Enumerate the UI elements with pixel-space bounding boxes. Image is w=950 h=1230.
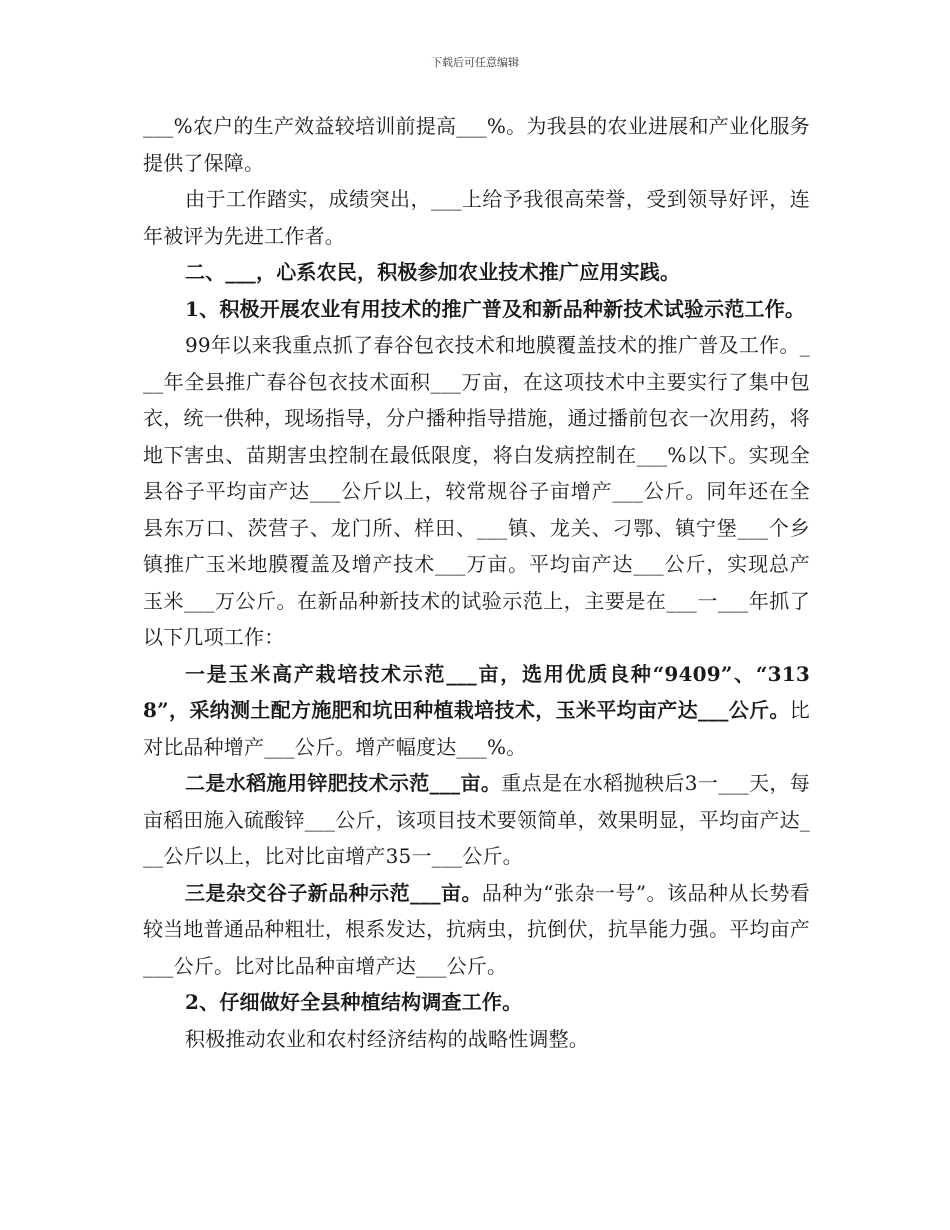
corn-demo-bold: 一是玉米高产栽培技术示范___亩，选用优质良种“9409”、“3138”，采纳测土配方施肥和坑田种植栽培技术，玉米平均亩产达___公斤。	[143, 661, 810, 722]
millet-demo-rest: 品种为“张杂一号”。该品种从长势看较当地普通品种粗壮，根系发达，抗病虫，抗倒伏，抗旱能力强。平均亩产___公斤。比对比品种亩增产达___公斤。	[143, 880, 810, 978]
paragraph-corn-demo	[143, 656, 810, 766]
section-heading-2: 二、___，心系农民，积极参加农业技术推广应用实践。	[185, 260, 681, 284]
millet-demo-bold: 三是杂交谷子新品种示范___亩。	[185, 880, 482, 905]
paragraph-millet-demo	[143, 875, 810, 985]
page-header: 下载后可任意编辑	[431, 56, 519, 69]
paragraph-1: ___%农户的生产效益较培训前提高___%。为我县的农业进展和产业化服务提供了保障。	[143, 114, 810, 175]
corn-demo-rest: 比对比品种增产___公斤。增产幅度达___%。	[143, 698, 810, 759]
rice-demo-bold: 二是水稻施用锌肥技术示范___亩。	[185, 771, 502, 795]
paragraph-2: 由于工作踏实，成绩突出，___上给予我很高荣誉，受到领导好评，连年被评为先进工作者。	[143, 187, 810, 248]
paragraph-promotion: 99年以来我重点抓了春谷包衣技术和地膜覆盖技术的推广普及工作。___年全县推广春谷包衣技术面积___万亩，在这项技术中主要实行了集中包衣，统一供种，现场指导，分户播种指导措施，通过播前包衣一次用药，将地下害虫、苗期害虫控制在最低限度，将白发病控制在___%以下。实现全县谷子平均亩产达___公斤以上，较常规谷子亩增产___公斤。同年还在全县东万口、茨营子、龙门所、样田、___镇、龙关、刁鄂、镇宁堡___个乡镇推广玉米地膜覆盖及增产技术___万亩。平均亩产达___公斤，实现总产玉米___万公斤。在新品种新技术的试验示范上，主要是在___一___年抓了以下几项工作：	[143, 333, 810, 649]
document-body	[143, 108, 810, 1057]
subsection-heading-1: 1、积极开展农业有用技术的推广普及和新品种新技术试验示范工作。	[185, 296, 806, 321]
paragraph-rice-demo	[143, 765, 810, 875]
paragraph-final: 积极推动农业和农村经济结构的战略性调整。	[185, 1026, 589, 1051]
subsection-heading-2: 2、仔细做好全县种植结构调查工作。	[185, 990, 523, 1014]
rice-demo-rest: 重点是在水稻抛秧后3一___天，每亩稻田施入硫酸锌___公斤，该项目技术要领简单，效果明显，平均亩产达___公斤以上，比对比亩增产35一___公斤。	[143, 771, 810, 868]
